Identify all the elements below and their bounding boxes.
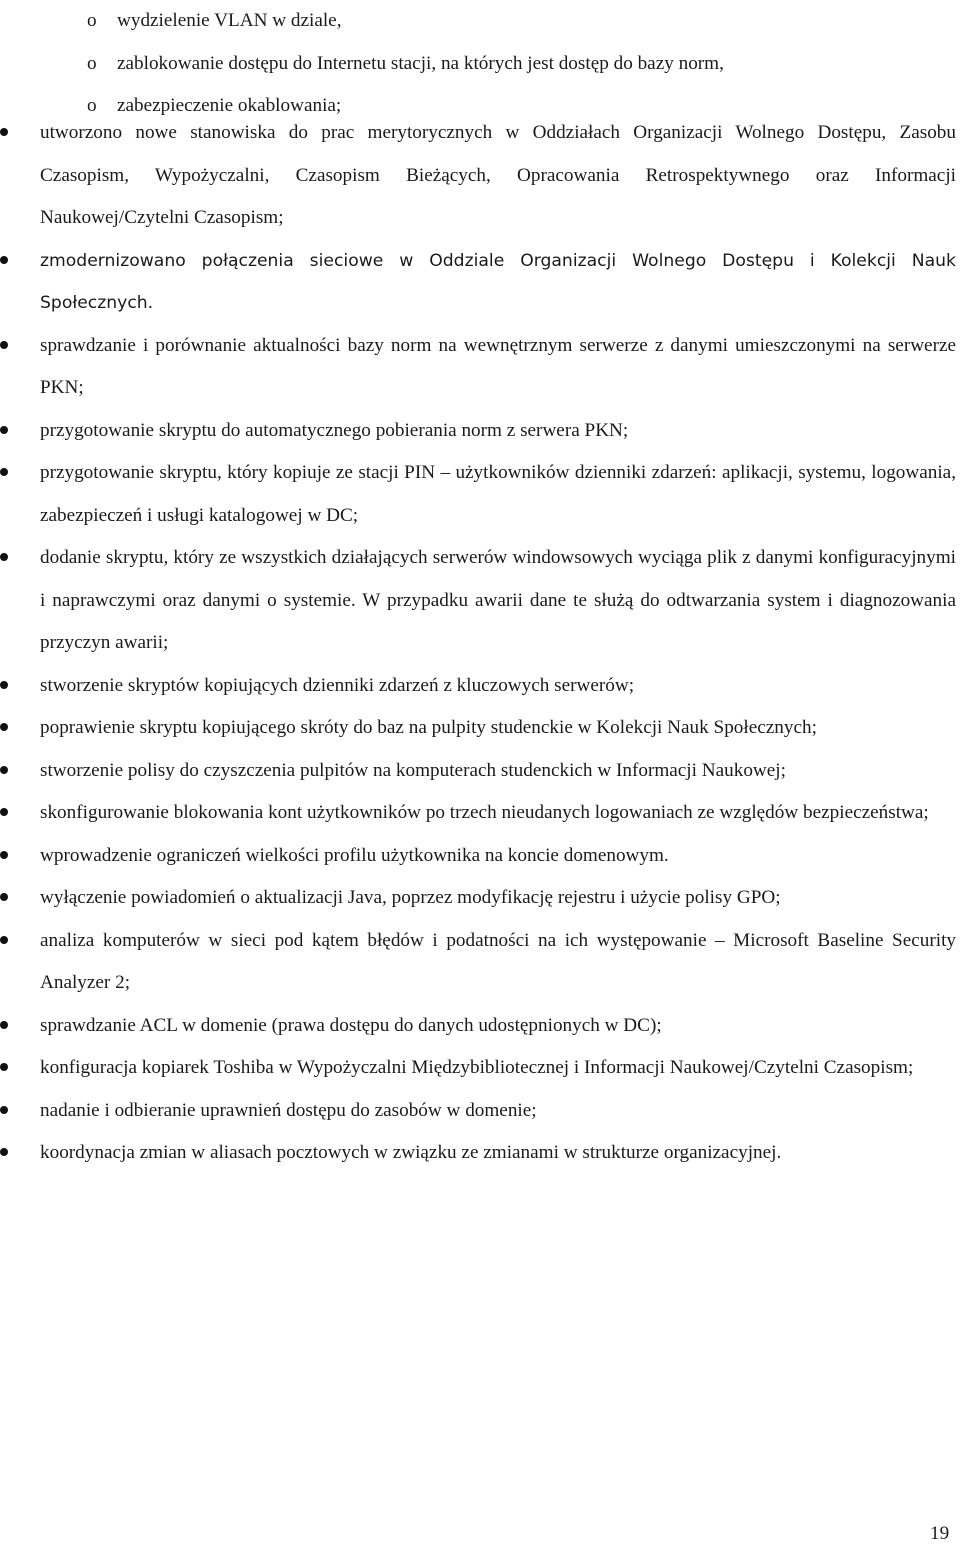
list-item-text: analiza komputerów w sieci pod kątem błędów i podatności na ich występowanie – Microsoft Baseline Security Analyzer 2; <box>40 929 956 993</box>
list-item-text: stworzenie skryptów kopiujących dzienniki zdarzeń z kluczowych serwerów; <box>40 674 635 696</box>
circle-bullet-icon: o <box>87 95 97 116</box>
list-item-text: sprawdzanie i porównanie aktualności bazy norm na wewnętrznym serwerze z danymi umieszczonymi na serwerze PKN; <box>40 334 956 398</box>
list-item <box>0 750 960 793</box>
list-item-text: przygotowanie skryptu, który kopiuje ze stacji PIN – użytkowników dzienniki zdarzeń: aplikacji, systemu, logowania, zabezpieczeń i usługi katalogowej w DC; <box>40 462 956 526</box>
sub-list <box>0 0 960 128</box>
sub-item-text: zablokowanie dostępu do Internetu stacji, na których jest dostęp do bazy norm, <box>117 52 724 74</box>
bullet-icon <box>0 893 8 901</box>
list-item <box>0 792 960 835</box>
bullet-icon <box>0 851 8 859</box>
bullet-icon <box>0 1106 8 1114</box>
bullet-icon <box>0 723 8 731</box>
bullet-list <box>0 112 960 1175</box>
list-item-text: wprowadzenie ograniczeń wielkości profilu użytkownika na koncie domenowym. <box>40 844 669 866</box>
list-item <box>0 410 960 453</box>
sub-list-item <box>0 43 960 86</box>
list-item <box>0 1005 960 1048</box>
bullet-icon <box>0 553 8 561</box>
circle-bullet-icon: o <box>87 10 97 31</box>
list-item-text: zmodernizowano połączenia sieciowe w Oddziale Organizacji Wolnego Dostępu i Kolekcji Nauk Społecznych. <box>40 250 956 313</box>
list-item <box>0 452 960 537</box>
bullet-icon <box>0 1021 8 1029</box>
list-item-text: skonfigurowanie blokowania kont użytkowników po trzech nieudanych logowaniach ze względów bezpieczeństwa; <box>40 802 929 823</box>
list-item-text: utworzono nowe stanowiska do prac merytorycznych w Oddziałach Organizacji Wolnego Dostępu, Zasobu Czasopism, Wypożyczalni, Czasopism Bieżących, Opracowania Retrospektywnego oraz Informacji Naukowej/Czytelni Czasopism; <box>40 122 956 228</box>
list-item-text: sprawdzanie ACL w domenie (prawa dostępu do danych udostępnionych w DC); <box>40 1014 662 1036</box>
list-item-text: wyłączenie powiadomień o aktualizacji Java, poprzez modyfikację rejestru i użycie polisy GPO; <box>40 887 781 908</box>
list-item <box>0 920 960 1005</box>
bullet-icon <box>0 341 8 349</box>
list-item <box>0 325 960 410</box>
bullet-icon <box>0 468 8 476</box>
list-item <box>0 1047 960 1090</box>
sub-list-item <box>0 0 960 43</box>
sub-item-text: wydzielenie VLAN w dziale, <box>117 10 342 31</box>
bullet-icon <box>0 766 8 774</box>
bullet-icon <box>0 936 8 944</box>
bullet-icon <box>0 128 8 136</box>
list-item <box>0 665 960 708</box>
list-item <box>0 877 960 920</box>
list-item-text: nadanie i odbieranie uprawnień dostępu do zasobów w domenie; <box>40 1099 537 1121</box>
list-item-text: dodanie skryptu, który ze wszystkich działających serwerów windowsowych wyciąga plik z danymi konfiguracyjnymi i naprawczymi oraz danymi o systemie. W przypadku awarii dane te służą do odtwarzania system i diagnozowania przyczyn awarii; <box>40 547 956 653</box>
list-item-text: stworzenie polisy do czyszczenia pulpitów na komputerach studenckich w Informacji Naukowej; <box>40 759 786 781</box>
list-item-text: przygotowanie skryptu do automatycznego pobierania norm z serwera PKN; <box>40 419 629 441</box>
list-item <box>0 537 960 665</box>
bullet-icon <box>0 256 8 264</box>
list-item-text: poprawienie skryptu kopiującego skróty do baz na pulpity studenckie w Kolekcji Nauk Społecznych; <box>40 717 817 738</box>
sub-item-text: zabezpieczenie okablowania; <box>117 95 342 116</box>
list-item-text: koordynacja zmian w aliasach pocztowych w związku ze zmianami w strukturze organizacyjnej. <box>40 1142 782 1163</box>
list-item <box>0 240 960 325</box>
list-item <box>0 707 960 750</box>
bullet-icon <box>0 1148 8 1156</box>
bullet-icon <box>0 426 8 434</box>
list-item <box>0 112 960 240</box>
list-item <box>0 1132 960 1175</box>
list-item <box>0 1090 960 1133</box>
bullet-icon <box>0 1063 8 1071</box>
list-item <box>0 835 960 878</box>
page-number: 19 <box>930 1523 950 1544</box>
bullet-icon <box>0 808 8 816</box>
list-item-text: konfiguracja kopiarek Toshiba w Wypożyczalni Międzybibliotecznej i Informacji Naukowej/Czytelni Czasopism; <box>40 1057 914 1078</box>
bullet-icon <box>0 681 8 689</box>
circle-bullet-icon: o <box>87 52 97 74</box>
